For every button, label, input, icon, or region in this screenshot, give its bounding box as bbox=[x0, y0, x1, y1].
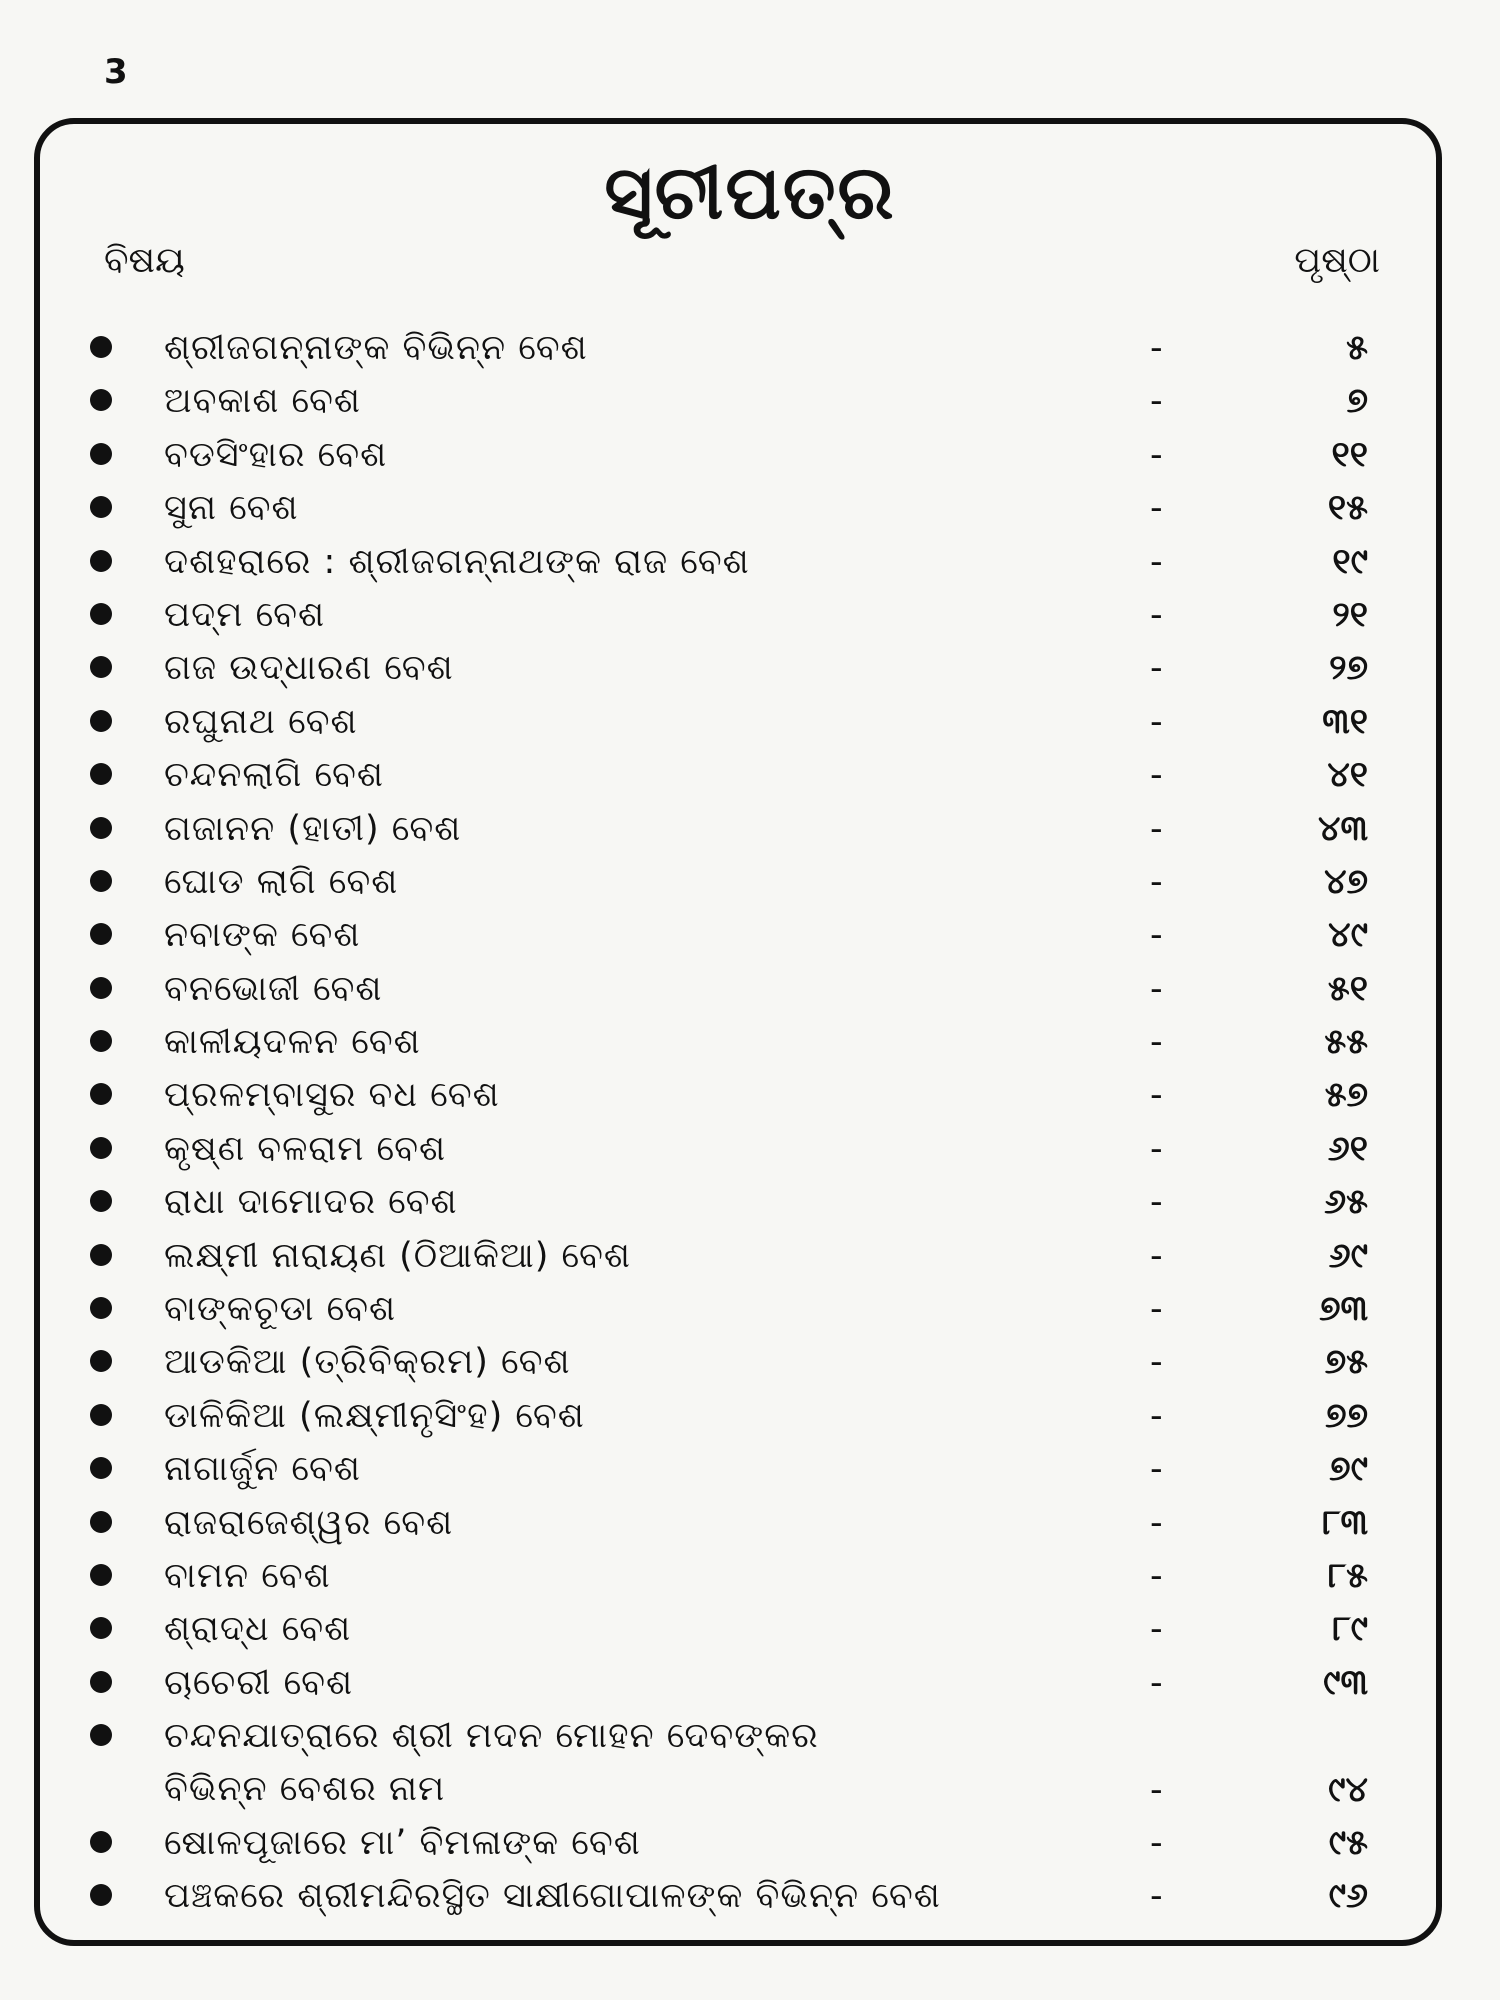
toc-entry-label: ଷୋଳପୂଜାରେ ମା’ ବିମଳାଙ୍କ ବେଶ bbox=[164, 1822, 641, 1863]
toc-entry-label: ଶ୍ରୀଜଗନ୍ନାଙ୍କ ବିଭିନ୍ନ ବେଶ bbox=[164, 328, 588, 368]
table-of-contents bbox=[0, 322, 1500, 1924]
toc-entry-page-number: ୭୩ bbox=[1319, 1289, 1368, 1330]
toc-entry-dash: - bbox=[1150, 1555, 1163, 1596]
bullet-icon bbox=[90, 656, 112, 678]
toc-entry-page-number: ୫୫ bbox=[1324, 1022, 1368, 1063]
toc-entry-page-number: ୯୬ bbox=[1328, 1876, 1368, 1917]
bullet-icon bbox=[90, 1030, 112, 1052]
toc-entry-page-number: ୪୩ bbox=[1318, 808, 1368, 849]
toc-entry[interactable] bbox=[0, 1710, 1500, 1817]
bullet-icon bbox=[90, 1350, 112, 1372]
toc-entry-dash: - bbox=[1150, 1182, 1163, 1223]
toc-entry[interactable] bbox=[0, 856, 1500, 909]
bullet-icon bbox=[90, 710, 112, 732]
toc-entry-dash: - bbox=[1150, 1449, 1163, 1490]
toc-entry-page-number: ୭୫ bbox=[1324, 1342, 1368, 1383]
toc-entry-label: ଗଜ ଉଦ୍ଧାରଣ ବେଶ bbox=[164, 648, 454, 689]
toc-entry-page-number: ୮୩ bbox=[1322, 1502, 1368, 1543]
toc-entry-label: ନାଗାର୍ଜୁନ ବେଶ bbox=[164, 1449, 361, 1490]
toc-entry-page-number: ୨୧ bbox=[1332, 594, 1368, 635]
toc-entry-label: ରାଧା ଦାମୋଦର ବେଶ bbox=[164, 1182, 458, 1223]
bullet-icon bbox=[90, 550, 112, 572]
bullet-icon bbox=[90, 1404, 112, 1426]
toc-entry-page-number: ୭ bbox=[1346, 381, 1368, 422]
bullet-icon bbox=[90, 1884, 112, 1906]
toc-entry[interactable] bbox=[0, 322, 1500, 375]
bullet-icon bbox=[90, 1564, 112, 1586]
toc-entry[interactable] bbox=[0, 1016, 1500, 1069]
toc-entry-label: ଆଡକିଆ (ତ୍ରିବିକ୍ରମ) ବେଶ bbox=[164, 1342, 571, 1383]
toc-entry[interactable] bbox=[0, 429, 1500, 482]
bullet-icon bbox=[90, 1511, 112, 1533]
toc-entry[interactable] bbox=[0, 1283, 1500, 1336]
toc-entry-label: କୃଷ୍ଣ ବଳରାମ ବେଶ bbox=[164, 1128, 446, 1169]
toc-entry-label-line2: ବିଭିନ୍ନ ବେଶର ନାମ bbox=[164, 1769, 446, 1810]
toc-entry[interactable] bbox=[0, 1069, 1500, 1122]
bullet-icon bbox=[90, 1617, 112, 1639]
toc-entry[interactable] bbox=[0, 963, 1500, 1016]
toc-entry[interactable] bbox=[0, 1603, 1500, 1656]
toc-entry-label: ବଡସିଂହାର ବେଶ bbox=[164, 434, 388, 475]
toc-entry-dash: - bbox=[1150, 381, 1163, 422]
toc-entry-label: ରଘୁନାଥ ବେଶ bbox=[164, 701, 358, 742]
toc-entry-label: ଚନ୍ଦନଲାଗି ବେଶ bbox=[164, 755, 384, 796]
toc-entry-dash: - bbox=[1150, 1235, 1163, 1276]
toc-entry-page-number: ୩୧ bbox=[1322, 701, 1368, 742]
toc-entry-dash: - bbox=[1150, 861, 1163, 902]
toc-entry-dash: - bbox=[1150, 968, 1163, 1009]
toc-entry-page-number: ୧୫ bbox=[1327, 488, 1368, 529]
toc-entry-label: ବନଭୋଜୀ ବେଶ bbox=[164, 968, 383, 1009]
toc-entry-page-number: ୪୭ bbox=[1324, 861, 1368, 902]
toc-entry-page-number: ୧୯ bbox=[1332, 541, 1368, 582]
bullet-icon bbox=[90, 1671, 112, 1693]
toc-entry-label: ପଦ୍ମ ବେଶ bbox=[164, 594, 326, 635]
toc-entry-dash: - bbox=[1150, 1342, 1163, 1383]
toc-entry-dash: - bbox=[1150, 328, 1163, 368]
toc-entry-label: ବାଙ୍କଚୂଡା ବେଶ bbox=[164, 1289, 397, 1330]
toc-entry-dash: - bbox=[1150, 648, 1163, 689]
toc-entry[interactable] bbox=[0, 1176, 1500, 1229]
toc-entry-label-line1: ଚନ୍ଦନଯାତ୍ରାରେ ଶ୍ରୀ ମଦନ ମୋହନ ଦେବଙ୍କର bbox=[164, 1716, 819, 1757]
bullet-icon bbox=[90, 336, 112, 358]
bullet-icon bbox=[90, 1083, 112, 1105]
bullet-icon bbox=[90, 1137, 112, 1159]
bullet-icon bbox=[90, 1244, 112, 1266]
toc-entry-label: ଲକ୍ଷ୍ମୀ ନାରାୟଣ (ଠିଆକିଆ) ବେଶ bbox=[164, 1235, 631, 1276]
page-number: 3 bbox=[104, 52, 128, 92]
bullet-icon bbox=[90, 870, 112, 892]
page-title: ସୂଚୀପତ୍ର bbox=[604, 150, 896, 236]
toc-entry-label: ପ୍ରଳମ୍ବାସୁର ବଧ ବେଶ bbox=[164, 1075, 500, 1116]
toc-entry-dash: - bbox=[1150, 1502, 1163, 1543]
toc-entry[interactable] bbox=[0, 1123, 1500, 1176]
toc-entry[interactable] bbox=[0, 1870, 1500, 1923]
bullet-icon bbox=[90, 1297, 112, 1319]
toc-entry-dash: - bbox=[1150, 915, 1163, 956]
toc-entry-page-number: ୨୭ bbox=[1329, 648, 1368, 689]
toc-entry[interactable] bbox=[0, 589, 1500, 642]
toc-entry-page-number: ୪୯ bbox=[1328, 915, 1368, 956]
toc-entry-dash: - bbox=[1150, 1128, 1163, 1169]
toc-entry-label: ନବାଙ୍କ ବେଶ bbox=[164, 915, 361, 956]
bullet-icon bbox=[90, 763, 112, 785]
toc-entry-dash: - bbox=[1150, 1289, 1163, 1330]
toc-entry[interactable] bbox=[0, 1336, 1500, 1389]
toc-entry-label: ପଞ୍ଚକରେ ଶ୍ରୀମନ୍ଦିରସ୍ଥିତ ସାକ୍ଷୀଗୋପାଳଙ୍କ ବିଭିନ୍ନ ବେଶ bbox=[164, 1876, 941, 1917]
toc-entry-dash: - bbox=[1150, 808, 1163, 849]
toc-entry-label: ଦଶହରାରେ : ଶ୍ରୀଜଗନ୍ନାଥଙ୍କ ରାଜ ବେଶ bbox=[164, 541, 750, 582]
bullet-icon bbox=[90, 389, 112, 411]
toc-entry[interactable] bbox=[0, 909, 1500, 962]
toc-entry-dash: - bbox=[1150, 1609, 1163, 1650]
toc-entry[interactable] bbox=[0, 749, 1500, 802]
page-column-header: ପୃଷ୍ଠା bbox=[1294, 240, 1380, 281]
toc-entry-label: ଶ୍ରାଦ୍ଧ ବେଶ bbox=[164, 1609, 352, 1650]
toc-entry[interactable] bbox=[0, 1657, 1500, 1710]
toc-entry-page-number: ୮୯ bbox=[1332, 1609, 1368, 1650]
toc-entry[interactable] bbox=[0, 536, 1500, 589]
toc-entry-dash: - bbox=[1150, 541, 1163, 582]
toc-entry-dash: - bbox=[1150, 594, 1163, 635]
toc-entry-dash: - bbox=[1150, 1022, 1163, 1063]
toc-entry-label: ଚାଚେରୀ ବେଶ bbox=[164, 1662, 354, 1703]
toc-entry-label bbox=[164, 1710, 819, 1816]
toc-entry-page-number: ୭୯ bbox=[1329, 1449, 1368, 1490]
toc-entry-label: ଡାଳିକିଆ (ଲକ୍ଷ୍ମୀନୃସିଂହ) ବେଶ bbox=[164, 1395, 585, 1436]
toc-entry-page-number: ୭୭ bbox=[1325, 1395, 1368, 1436]
toc-entry[interactable] bbox=[0, 696, 1500, 749]
toc-entry[interactable] bbox=[0, 1443, 1500, 1496]
bullet-icon bbox=[90, 443, 112, 465]
toc-entry[interactable] bbox=[0, 1817, 1500, 1870]
toc-entry[interactable] bbox=[0, 1550, 1500, 1603]
toc-entry-page-number: ୧୧ bbox=[1331, 434, 1368, 475]
bullet-icon bbox=[90, 1831, 112, 1853]
toc-entry-dash: - bbox=[1150, 1876, 1163, 1917]
toc-entry-dash: - bbox=[1150, 755, 1163, 796]
toc-entry-label: ବାମନ ବେଶ bbox=[164, 1555, 331, 1596]
toc-entry-page-number: ୫୧ bbox=[1327, 968, 1368, 1009]
toc-entry-label: କାଳୀୟଦଳନ ବେଶ bbox=[164, 1022, 421, 1063]
toc-entry-label: ଘୋଡ ଲାଗି ବେଶ bbox=[164, 861, 399, 902]
toc-entry-dash: - bbox=[1150, 1822, 1163, 1863]
toc-entry-page-number: ୫୭ bbox=[1324, 1075, 1368, 1116]
bullet-icon bbox=[90, 923, 112, 945]
bullet-icon bbox=[90, 603, 112, 625]
toc-entry[interactable] bbox=[0, 375, 1500, 428]
toc-entry-label: ଅବକାଶ ବେଶ bbox=[164, 381, 361, 422]
toc-entry[interactable] bbox=[0, 642, 1500, 695]
bullet-icon bbox=[90, 496, 112, 518]
toc-entry-dash: - bbox=[1150, 488, 1163, 529]
toc-entry[interactable] bbox=[0, 482, 1500, 535]
toc-entry[interactable] bbox=[0, 1497, 1500, 1550]
bullet-icon bbox=[90, 817, 112, 839]
bullet-icon bbox=[90, 1190, 112, 1212]
toc-entry[interactable] bbox=[0, 1230, 1500, 1283]
toc-entry-dash: - bbox=[1150, 434, 1163, 475]
toc-entry-page-number: ୯୫ bbox=[1328, 1822, 1368, 1863]
bullet-icon bbox=[90, 1457, 112, 1479]
toc-entry-label: ସୁନା ବେଶ bbox=[164, 488, 299, 529]
toc-entry-page-number: ୬୧ bbox=[1327, 1128, 1368, 1169]
toc-entry[interactable] bbox=[0, 1390, 1500, 1443]
toc-entry-page-number: ୯୪ bbox=[1328, 1769, 1368, 1810]
toc-entry-dash: - bbox=[1150, 1395, 1163, 1436]
toc-entry[interactable] bbox=[0, 803, 1500, 856]
toc-entry-page-number: ୬୯ bbox=[1328, 1235, 1368, 1276]
subject-column-header: ବିଷୟ bbox=[104, 240, 185, 281]
bullet-icon bbox=[90, 1724, 112, 1746]
toc-entry-label: ଗଜାନନ (ହାତୀ) ବେଶ bbox=[164, 808, 462, 849]
toc-entry-page-number: ୬୫ bbox=[1324, 1182, 1368, 1223]
toc-entry-page-number: ୮୫ bbox=[1327, 1555, 1368, 1596]
toc-entry-dash: - bbox=[1150, 1769, 1163, 1810]
toc-entry-label: ରାଜରାଜେଶ୍ୱର ବେଶ bbox=[164, 1502, 454, 1543]
toc-entry-dash: - bbox=[1150, 1662, 1163, 1703]
toc-entry-dash: - bbox=[1150, 1075, 1163, 1116]
toc-entry-page-number: ୫ bbox=[1346, 328, 1368, 368]
bullet-icon bbox=[90, 977, 112, 999]
toc-entry-dash: - bbox=[1150, 701, 1163, 742]
toc-entry-page-number: ୯୩ bbox=[1323, 1662, 1368, 1703]
toc-entry-page-number: ୪୧ bbox=[1327, 755, 1368, 796]
